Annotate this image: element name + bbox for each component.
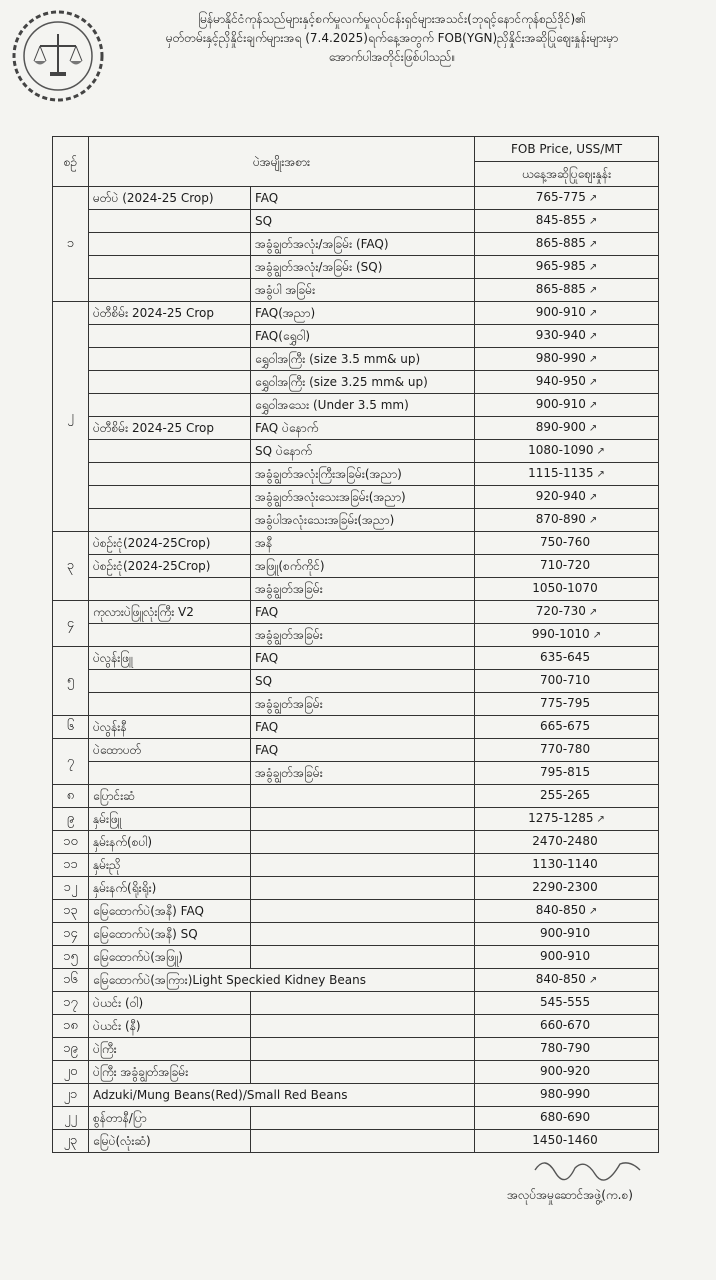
header-no: စဉ် [53, 137, 89, 187]
item-grade-empty [251, 1061, 475, 1084]
trend-mark: ↗ [588, 975, 598, 986]
table-row [53, 670, 659, 693]
price-cell [475, 187, 659, 210]
trend-mark: ↗ [588, 492, 598, 503]
item-name [89, 578, 251, 601]
trend-mark: ↗ [588, 239, 598, 250]
table-row [53, 923, 659, 946]
item-name: မြေထောက်ပဲ(အနီ) SQ [89, 923, 251, 946]
item-grade: အနီ [251, 532, 475, 555]
price-cell [475, 877, 659, 900]
row-number: ၁ [53, 187, 89, 302]
item-name: ပဲထောပတ် [89, 739, 251, 762]
item-grade: ရွှေဝါအကြီး (size 3.5 mm& up) [251, 348, 475, 371]
price-value: 940-950 [535, 374, 586, 388]
price-cell [475, 440, 659, 463]
price-cell [475, 992, 659, 1015]
price-value: 765-775 [535, 190, 586, 204]
trend-mark: ↗ [588, 308, 598, 319]
row-number: ၂ [53, 302, 89, 532]
row-number: ၂၁ [53, 1084, 89, 1107]
table-row [53, 808, 659, 831]
item-grade: SQ [251, 210, 475, 233]
item-name [89, 325, 251, 348]
item-name: မြေထောက်ပဲ(အနီ) FAQ [89, 900, 251, 923]
price-cell [475, 578, 659, 601]
item-grade: အခွံချွတ်အလုံးကြီးအခြမ်း(အညာ) [251, 463, 475, 486]
price-cell [475, 1038, 659, 1061]
item-grade: ရွှေဝါအသေး (Under 3.5 mm) [251, 394, 475, 417]
item-grade: SQ ပဲနောက် [251, 440, 475, 463]
table-row [53, 187, 659, 210]
table-row [53, 624, 659, 647]
row-number: ၁၅ [53, 946, 89, 969]
price-cell [475, 946, 659, 969]
price-value: 890-900 [535, 420, 586, 434]
price-value: 780-790 [539, 1041, 591, 1055]
row-number: ၈ [53, 785, 89, 808]
price-value: 255-265 [539, 788, 591, 802]
table-row [53, 647, 659, 670]
signature-label: အလုပ်အမှုဆောင်အဖွဲ့(က.စ) [507, 1188, 633, 1202]
row-number: ၉ [53, 808, 89, 831]
price-cell [475, 1084, 659, 1107]
price-value: 900-910 [539, 926, 591, 940]
trend-mark: ↗ [588, 331, 598, 342]
item-grade-empty [251, 992, 475, 1015]
trend-mark: ↗ [588, 354, 598, 365]
item-name: စွန်တာနီ/ပြာ [89, 1107, 251, 1130]
table-row [53, 1015, 659, 1038]
item-name [89, 762, 251, 785]
price-cell [475, 509, 659, 532]
price-value: 980-990 [535, 351, 586, 365]
item-grade: FAQ [251, 647, 475, 670]
item-grade: FAQ [251, 601, 475, 624]
item-name [89, 348, 251, 371]
item-name [89, 486, 251, 509]
trend-mark: ↗ [588, 515, 598, 526]
price-value: 870-890 [535, 512, 586, 526]
price-cell [475, 923, 659, 946]
item-name: ပြောင်းဆံ [89, 785, 251, 808]
price-value: 795-815 [539, 765, 591, 779]
row-number: ၃ [53, 532, 89, 601]
item-name: ပဲတီစိမ်း 2024-25 Crop [89, 417, 251, 440]
price-value: 1050-1070 [532, 581, 598, 595]
price-table [52, 136, 659, 1153]
item-grade-empty [251, 1130, 475, 1153]
price-cell [475, 417, 659, 440]
table-row [53, 578, 659, 601]
trend-mark: ↗ [596, 446, 605, 457]
table-row [53, 693, 659, 716]
table-row [53, 486, 659, 509]
item-name [89, 279, 251, 302]
item-name: ပဲကြီး [89, 1038, 251, 1061]
item-name: ပဲယင်း (နီ) [89, 1015, 251, 1038]
item-grade: အခွံချွတ်အခြမ်း [251, 578, 475, 601]
item-name: ပဲလွန်းနီ [89, 716, 251, 739]
price-value: 545-555 [539, 995, 591, 1009]
header-price-sub: ယနေ့အဆိုပြုဈေးနှုန်း [475, 162, 659, 187]
item-grade-empty [251, 854, 475, 877]
price-value: 990-1010 [531, 627, 590, 641]
item-grade: အခွံချွတ်အလုံး/အခြမ်း (SQ) [251, 256, 475, 279]
item-name: မတ်ပဲ (2024-25 Crop) [89, 187, 251, 210]
price-cell [475, 716, 659, 739]
item-grade: အခွံချွတ်အလုံးသေးအခြမ်း(အညာ) [251, 486, 475, 509]
price-value: 700-710 [539, 673, 591, 687]
trend-mark: ↗ [588, 285, 598, 296]
row-number: ၁၄ [53, 923, 89, 946]
price-value: 920-940 [535, 489, 586, 503]
item-grade: အခွံချွတ်အခြမ်း [251, 624, 475, 647]
price-cell [475, 831, 659, 854]
price-value: 2470-2480 [532, 834, 598, 848]
trend-mark: ↗ [588, 262, 598, 273]
trend-mark: ↗ [588, 193, 598, 204]
price-cell [475, 256, 659, 279]
trend-mark: ↗ [592, 630, 602, 641]
row-number: ၅ [53, 647, 89, 716]
table-row [53, 900, 659, 923]
trend-mark: ↗ [588, 607, 598, 618]
item-grade-empty [251, 831, 475, 854]
table-row [53, 785, 659, 808]
item-grade: FAQ(အညာ) [251, 302, 475, 325]
item-name: Adzuki/Mung Beans(Red)/Small Red Beans [89, 1084, 475, 1107]
item-grade: အခွံချွတ်အလုံး/အခြမ်း (FAQ) [251, 233, 475, 256]
item-name: ပဲကြီး အခွံချွတ်အခြမ်း [89, 1061, 251, 1084]
row-number: ၆ [53, 716, 89, 739]
price-value: 900-910 [539, 949, 591, 963]
header-price: FOB Price, USS/MT [475, 137, 659, 162]
table-row [53, 831, 659, 854]
table-row [53, 532, 659, 555]
item-grade-empty [251, 877, 475, 900]
price-value: 865-885 [535, 236, 586, 250]
table-row [53, 555, 659, 578]
row-number: ၁၃ [53, 900, 89, 923]
table-row [53, 210, 659, 233]
item-name [89, 670, 251, 693]
item-name: နှမ်းနက်(စပါ) [89, 831, 251, 854]
item-name [89, 394, 251, 417]
row-number: ၁၀ [53, 831, 89, 854]
price-cell [475, 969, 659, 992]
item-name: ပဲယင်း (ဝါ) [89, 992, 251, 1015]
item-grade: FAQ [251, 716, 475, 739]
price-value: 865-885 [535, 282, 586, 296]
price-value: 680-690 [539, 1110, 591, 1124]
header-line-1: မြန်မာနိုင်ငံကုန်သည်များနှင့်စက်မှုလက်မှုလုပ်ငန်းရှင်များအသင်း(ဘုရင့်နောင်ကုန်စည်ဒိုင်)၏ [198, 12, 586, 26]
table-row [53, 877, 659, 900]
table-row [53, 601, 659, 624]
header-type: ပဲအမျိုးအစား [89, 137, 475, 187]
trend-mark: ↗ [596, 814, 605, 825]
table-row [53, 739, 659, 762]
price-cell [475, 1107, 659, 1130]
price-cell [475, 808, 659, 831]
item-grade: FAQ(ရွှေဝါ) [251, 325, 475, 348]
item-name [89, 371, 251, 394]
item-name [89, 624, 251, 647]
table-row [53, 762, 659, 785]
price-cell [475, 394, 659, 417]
item-name [89, 233, 251, 256]
price-cell [475, 210, 659, 233]
price-cell [475, 670, 659, 693]
price-value: 750-760 [539, 535, 591, 549]
item-name: နှမ်းညို [89, 854, 251, 877]
item-grade-empty [251, 923, 475, 946]
item-grade-empty [251, 785, 475, 808]
signature-mark [530, 1150, 650, 1186]
trend-mark: ↗ [588, 216, 598, 227]
item-grade: ရွှေဝါအကြီး (size 3.25 mm& up) [251, 371, 475, 394]
price-cell [475, 762, 659, 785]
item-grade: FAQ [251, 187, 475, 210]
row-number: ၁၆ [53, 969, 89, 992]
document-header [92, 10, 692, 67]
item-grade-empty [251, 1107, 475, 1130]
item-name: နှမ်းနက်(ရိုးရိုး) [89, 877, 251, 900]
item-name [89, 463, 251, 486]
price-cell [475, 1015, 659, 1038]
price-value: 900-910 [535, 397, 586, 411]
table-row [53, 463, 659, 486]
item-name: မြေပဲ(လုံးဆံ) [89, 1130, 251, 1153]
item-grade: FAQ ပဲနောက် [251, 417, 475, 440]
table-row [53, 1107, 659, 1130]
item-name [89, 509, 251, 532]
table-row [53, 440, 659, 463]
price-value: 840-850 [535, 972, 586, 986]
row-number: ၂၃ [53, 1130, 89, 1153]
item-name: ပဲစဉ်းငုံ(2024-25Crop) [89, 532, 251, 555]
price-cell [475, 279, 659, 302]
price-cell [475, 601, 659, 624]
price-value: 775-795 [539, 696, 591, 710]
table-row [53, 394, 659, 417]
price-value: 900-920 [539, 1064, 591, 1078]
price-value: 1450-1460 [532, 1133, 598, 1147]
item-name: ပဲတီစိမ်း 2024-25 Crop [89, 302, 251, 325]
item-grade: အဖြူ(စက်ကိုင်) [251, 555, 475, 578]
table-row [53, 302, 659, 325]
price-cell [475, 1061, 659, 1084]
price-cell [475, 739, 659, 762]
row-number: ၄ [53, 601, 89, 647]
table-row [53, 279, 659, 302]
price-value: 900-910 [535, 305, 586, 319]
header-line-2: မှတ်တမ်းနှင့်ညှိနှိုင်းချက်များအရ (7.4.2025)ရက်နေ့အတွက် FOB(YGN)ညှိနှိုင်းအဆိုပြုဈေးနှုန်းများမှာ [165, 31, 619, 45]
price-value: 845-855 [535, 213, 586, 227]
item-name: ပဲလွန်းဖြူ [89, 647, 251, 670]
table-row [53, 716, 659, 739]
price-value: 1130-1140 [532, 857, 598, 871]
price-cell [475, 624, 659, 647]
price-value: 720-730 [535, 604, 586, 618]
item-grade: အခွံပါ အခြမ်း [251, 279, 475, 302]
table-row [53, 854, 659, 877]
trend-mark: ↗ [596, 469, 605, 480]
item-grade-empty [251, 946, 475, 969]
item-name: နှမ်းဖြူ [89, 808, 251, 831]
item-name: ပဲစဉ်းငုံ(2024-25Crop) [89, 555, 251, 578]
signature-block [470, 1150, 670, 1220]
header-line-3: အောက်ပါအတိုင်းဖြစ်ပါသည်။ [328, 50, 456, 64]
price-value: 965-985 [535, 259, 586, 273]
row-number: ၁၈ [53, 1015, 89, 1038]
table-row [53, 233, 659, 256]
table-row [53, 509, 659, 532]
row-number: ၁၂ [53, 877, 89, 900]
price-value: 665-675 [539, 719, 591, 733]
item-grade-empty [251, 900, 475, 923]
trend-mark: ↗ [588, 906, 598, 917]
price-value: 635-645 [539, 650, 591, 664]
item-name [89, 693, 251, 716]
price-value: 1115-1135 [528, 466, 594, 480]
price-cell [475, 854, 659, 877]
table-row [53, 1084, 659, 1107]
table-row [53, 256, 659, 279]
table-row [53, 417, 659, 440]
item-grade-empty [251, 1038, 475, 1061]
table-row [53, 946, 659, 969]
item-grade: SQ [251, 670, 475, 693]
price-cell [475, 463, 659, 486]
item-grade-empty [251, 808, 475, 831]
item-name [89, 256, 251, 279]
price-value: 980-990 [539, 1087, 591, 1101]
item-name [89, 210, 251, 233]
table-row [53, 348, 659, 371]
item-name: ကုလားပဲဖြူလုံးကြီး V2 [89, 601, 251, 624]
row-number: ၇ [53, 739, 89, 785]
price-cell [475, 693, 659, 716]
table-row [53, 325, 659, 348]
row-number: ၁၁ [53, 854, 89, 877]
price-cell [475, 532, 659, 555]
price-cell [475, 486, 659, 509]
price-cell [475, 233, 659, 256]
item-grade: FAQ [251, 739, 475, 762]
price-cell [475, 348, 659, 371]
trend-mark: ↗ [588, 400, 598, 411]
price-value: 840-850 [535, 903, 586, 917]
item-name: မြေထောက်ပဲ(အကြား)Light Speckied Kidney Beans [89, 969, 475, 992]
item-grade: အခွံပါအလုံးသေးအခြမ်း(အညာ) [251, 509, 475, 532]
price-value: 930-940 [535, 328, 586, 342]
table-row [53, 969, 659, 992]
table-row [53, 1038, 659, 1061]
item-grade: အခွံချွတ်အခြမ်း [251, 693, 475, 716]
row-number: ၁၉ [53, 1038, 89, 1061]
item-name [89, 440, 251, 463]
price-cell [475, 900, 659, 923]
item-name: မြေထောက်ပဲ(အဖြူ) [89, 946, 251, 969]
trend-mark: ↗ [588, 377, 598, 388]
item-grade: အခွံချွတ်အခြမ်း [251, 762, 475, 785]
price-value: 2290-2300 [532, 880, 598, 894]
item-grade-empty [251, 1015, 475, 1038]
table-row [53, 992, 659, 1015]
price-value: 1080-1090 [528, 443, 594, 457]
price-cell [475, 371, 659, 394]
price-cell [475, 647, 659, 670]
table-row [53, 371, 659, 394]
table-row [53, 1061, 659, 1084]
price-value: 770-780 [539, 742, 591, 756]
price-value: 660-670 [539, 1018, 591, 1032]
price-cell [475, 325, 659, 348]
price-value: 1275-1285 [528, 811, 594, 825]
price-cell [475, 302, 659, 325]
row-number: ၁၇ [53, 992, 89, 1015]
row-number: ၂၀ [53, 1061, 89, 1084]
row-number: ၂၂ [53, 1107, 89, 1130]
price-cell [475, 785, 659, 808]
price-value: 710-720 [539, 558, 591, 572]
trend-mark: ↗ [588, 423, 598, 434]
price-cell [475, 555, 659, 578]
